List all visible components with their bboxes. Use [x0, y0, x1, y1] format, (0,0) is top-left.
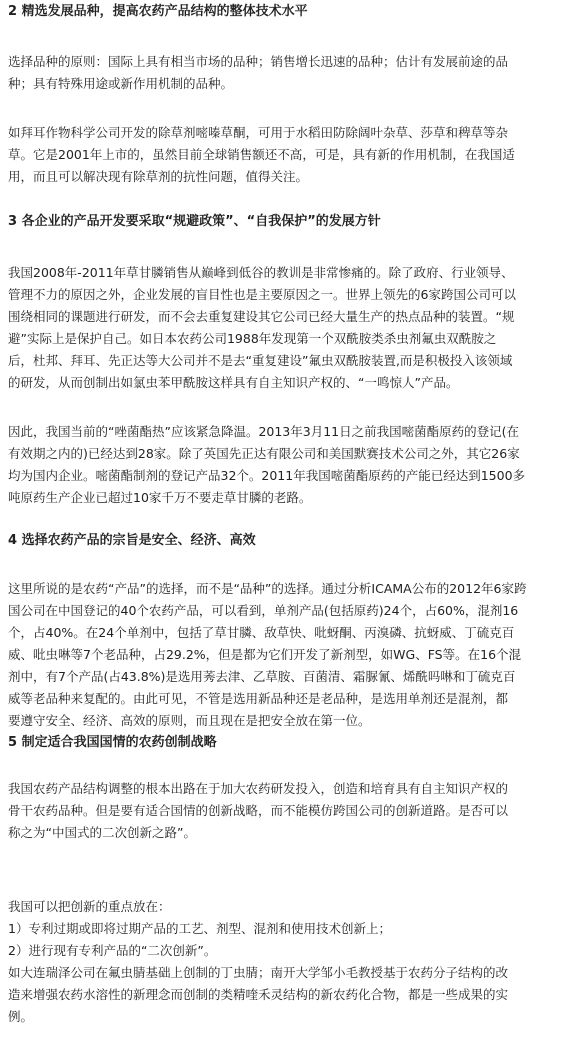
text-line: 如大连瑞泽公司在氟虫腈基础上创制的丁虫腈；南开大学邹小毛教授基于农药分子结构的改 — [8, 965, 509, 980]
text-line: 种；具有特殊用途或新作用机制的品种。 — [8, 76, 234, 91]
text-line: 用，而且可以解决现有除草剂的抗性问题，值得关注。 — [8, 169, 309, 184]
text-line: 国公司在中国登记的40个农药产品，可以看到，单剂产品(包括原药)24个，占60%，混剂16 — [8, 603, 519, 618]
section-2-paragraph-1 — [8, 51, 508, 95]
section-5-heading: 5 制定适合我国国情的农药创制战略 — [8, 735, 217, 750]
text-line: 要遵守安全、经济、高效的原则，而且现在是把安全放在第一位。 — [8, 713, 371, 728]
text-line: 2）进行现有专利产品的“二次创新”。 — [8, 943, 217, 958]
text-line: 我国农药产品结构调整的根本出路在于加大农药研发投入，创造和培育具有自主知识产权的 — [8, 781, 509, 796]
text-line: 1）专利过期或即将过期产品的工艺、剂型、混剂和使用技术创新上； — [8, 921, 391, 936]
text-line: 后，杜邦、拜耳、先正达等大公司并不是去“重复建设”氟虫双酰胺装置,而是积极投入该领域 — [8, 353, 513, 368]
text-line: 我国可以把创新的重点放在： — [8, 899, 171, 914]
text-line: 围绕相同的课题进行研发，而不会去重复建设其它公司已经大量生产的热点品种的装置。“规 — [8, 309, 515, 324]
text-line: 草。它是2001年上市的，虽然目前全球销售额还不高，可是，具有新的作用机制，在我国适 — [8, 147, 515, 162]
text-line: 例。 — [8, 1009, 34, 1024]
text-line: 有效期之内的)已经达到28家。除了英国先正达有限公司和美国默赛技术公司之外，其它26家 — [8, 446, 520, 461]
section-3-heading: 3 各企业的产品开发要采取“规避政策”、“自我保护”的发展方针 — [8, 214, 381, 229]
text-line: 如拜耳作物科学公司开发的除草剂嘧嗪草酮，可用于水稻田防除阔叶杂草、莎草和稗草等杂 — [8, 125, 509, 140]
section-2-heading: 2 精选发展品种，提高农药产品结构的整体技术水平 — [8, 4, 308, 19]
text-line: 吨原药生产企业已超过10家千万不要走草甘膦的老路。 — [8, 490, 312, 505]
section-5-paragraph-1 — [8, 778, 508, 844]
text-line: 称之为“中国式的二次创新之路”。 — [8, 825, 196, 840]
section-5-paragraph-2 — [8, 896, 508, 1028]
text-line: 个，占40%。在24个单剂中，包括了草甘膦、敌草快、吡蚜酮、丙溴磷、抗蚜威、丁硫克百 — [8, 625, 515, 640]
text-line: 因此，我国当前的“唑菌酯热”应该紧急降温。2013年3月11日之前我国嘧菌酯原药的登记(在 — [8, 424, 520, 439]
text-line: 这里所说的是农药“产品”的选择，而不是“品种”的选择。通过分析ICAMA公布的2012年6家跨 — [8, 581, 527, 596]
text-line: 剂中，有7个产品(占43.8%)是选用莠去津、乙草胺、百菌清、霜脲氰、烯酰吗啉和丁硫克百 — [8, 669, 516, 684]
text-line: 管理不力的原因之外，企业发展的盲目性也是主要原因之一。世界上领先的6家跨国公司可以 — [8, 287, 516, 302]
text-line: 威等老品种来复配的。由此可见，不管是选用新品种还是老品种，是选用单剂还是混剂，都 — [8, 691, 509, 706]
text-line: 威、吡虫啉等7个老品种，占29.2%，但是都为它们开发了新剂型，如WG、FS等。在16个混 — [8, 647, 522, 662]
section-3-paragraph-2 — [8, 421, 525, 509]
text-line: 避”实际上是保护自己。如日本农药公司1988年发现第一个双酰胺类杀虫剂氟虫双酰胺之 — [8, 331, 497, 346]
text-line: 骨干农药品种。但是要有适合国情的创新战略，而不能模仿跨国公司的创新道路。是否可以 — [8, 803, 509, 818]
text-line: 我国2008年-2011年草甘膦销售从巅峰到低谷的教训是非常惨痛的。除了政府、行业领导、 — [8, 265, 514, 280]
section-4-heading: 4 选择农药产品的宗旨是安全、经济、高效 — [8, 533, 256, 548]
text-line: 选择品种的原则：国际上具有相当市场的品种；销售增长迅速的品种；估计有发展前途的品 — [8, 54, 509, 69]
section-3-paragraph-1 — [8, 262, 516, 394]
section-4-paragraph-1 — [8, 578, 526, 732]
text-line: 均为国内企业。嘧菌酯制剂的登记产品32个。2011年我国嘧菌酯原药的产能已经达到1500多 — [8, 468, 526, 483]
text-line: 的研发，从而创制出如氯虫苯甲酰胺这样具有自主知识产权的、“一鸣惊人”产品。 — [8, 375, 459, 390]
section-2-paragraph-2 — [8, 122, 515, 188]
text-line: 造来增强农药水溶性的新理念而创制的类精喹禾灵结构的新农药化合物，都是一些成果的实 — [8, 987, 509, 1002]
